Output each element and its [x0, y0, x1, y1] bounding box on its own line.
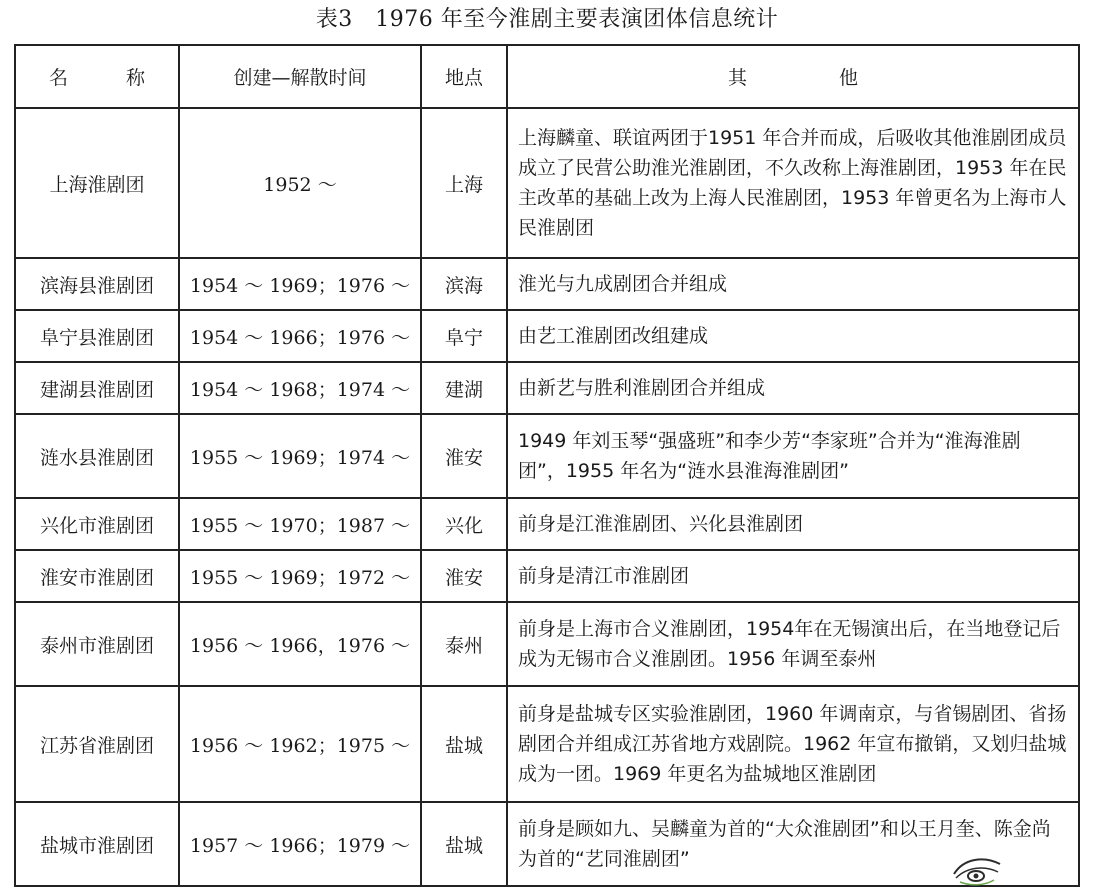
- troupe-location: 上海: [421, 108, 507, 258]
- troupe-location: 建湖: [421, 362, 507, 414]
- troupe-location: 淮安: [421, 414, 507, 498]
- troupe-notes: 1949 年刘玉琴“强盛班”和李少芳“李家班”合并为“淮海淮剧团”，1955 年名为“涟水县淮海淮剧团”: [507, 414, 1079, 498]
- table-row: [15, 258, 1079, 310]
- troupe-notes: 前身是顾如九、吴麟童为首的“大众淮剧团”和以王月奎、陈金尚为首的“艺同淮剧团”: [507, 802, 1079, 886]
- header-name-char-2: 称: [125, 67, 145, 89]
- troupe-notes: 前身是清江市淮剧团: [507, 550, 1079, 602]
- table-row: [15, 686, 1079, 802]
- troupe-notes: 前身是盐城专区实验淮剧团，1960 年调南京，与省锡剧团、省扬剧团合并组成江苏省地方戏剧院。1962 年宣布撤销，又划归盐城成为一团。1969 年更名为盐城地区淮剧团: [507, 686, 1079, 802]
- troupe-name: 兴化市淮剧团: [15, 498, 179, 550]
- header-place: 地点: [421, 45, 507, 108]
- troupe-info-table: [14, 44, 1080, 887]
- header-name-char-1: 名: [49, 67, 69, 89]
- troupe-name: 江苏省淮剧团: [15, 686, 179, 802]
- troupe-notes: 由艺工淮剧团改组建成: [507, 310, 1079, 362]
- table-row: [15, 602, 1079, 686]
- table-row: [15, 362, 1079, 414]
- troupe-location: 盐城: [421, 802, 507, 886]
- header-other-char-1: 其: [728, 67, 748, 89]
- troupe-name: 阜宁县淮剧团: [15, 310, 179, 362]
- header-name: [15, 45, 179, 108]
- troupe-notes: 由新艺与胜利淮剧团合并组成: [507, 362, 1079, 414]
- header-other-char-2: 他: [838, 67, 858, 89]
- troupe-location: 淮安: [421, 550, 507, 602]
- troupe-period: 1956 ～ 1966，1976 ～: [179, 602, 421, 686]
- troupe-period: 1957 ～ 1966；1979 ～: [179, 802, 421, 886]
- table-caption: 表3 1976 年至今淮剧主要表演团体信息统计: [315, 7, 779, 32]
- troupe-location: 滨海: [421, 258, 507, 310]
- troupe-name: 上海淮剧团: [15, 108, 179, 258]
- header-other: [507, 45, 1079, 108]
- troupe-period: 1952 ～: [179, 108, 421, 258]
- watermark-icon: [946, 852, 1006, 888]
- troupe-period: 1955 ～ 1969；1972 ～: [179, 550, 421, 602]
- troupe-notes: 前身是江淮淮剧团、兴化县淮剧团: [507, 498, 1079, 550]
- troupe-name: 建湖县淮剧团: [15, 362, 179, 414]
- troupe-name: 泰州市淮剧团: [15, 602, 179, 686]
- troupe-period: 1954 ～ 1966；1976 ～: [179, 310, 421, 362]
- troupe-location: 盐城: [421, 686, 507, 802]
- troupe-period: 1954 ～ 1968；1974 ～: [179, 362, 421, 414]
- troupe-notes: 上海麟童、联谊两团于1951 年合并而成，后吸收其他淮剧团成员成立了民营公助淮光淮剧团，不久改称上海淮剧团，1953 年在民主改革的基础上改为上海人民淮剧团，1953 年曾更名为上海市人民淮剧团: [507, 108, 1079, 258]
- table-row: [15, 498, 1079, 550]
- troupe-location: 泰州: [421, 602, 507, 686]
- table-row: [15, 802, 1079, 886]
- troupe-notes: 淮光与九成剧团合并组成: [507, 258, 1079, 310]
- troupe-location: 阜宁: [421, 310, 507, 362]
- table-row: [15, 550, 1079, 602]
- header-time: 创建—解散时间: [179, 45, 421, 108]
- troupe-name: 盐城市淮剧团: [15, 802, 179, 886]
- table-row: [15, 310, 1079, 362]
- troupe-name: 滨海县淮剧团: [15, 258, 179, 310]
- troupe-notes: 前身是上海市合义淮剧团，1954年在无锡演出后，在当地登记后成为无锡市合义淮剧团。1956 年调至泰州: [507, 602, 1079, 686]
- troupe-period: 1956 ～ 1962；1975 ～: [179, 686, 421, 802]
- troupe-name: 涟水县淮剧团: [15, 414, 179, 498]
- table-row: [15, 108, 1079, 258]
- troupe-period: 1955 ～ 1970；1987 ～: [179, 498, 421, 550]
- troupe-location: 兴化: [421, 498, 507, 550]
- troupe-name: 淮安市淮剧团: [15, 550, 179, 602]
- table-header-row: [15, 45, 1079, 108]
- troupe-period: 1955 ～ 1969；1974 ～: [179, 414, 421, 498]
- table-row: [15, 414, 1079, 498]
- troupe-period: 1954 ～ 1969；1976 ～: [179, 258, 421, 310]
